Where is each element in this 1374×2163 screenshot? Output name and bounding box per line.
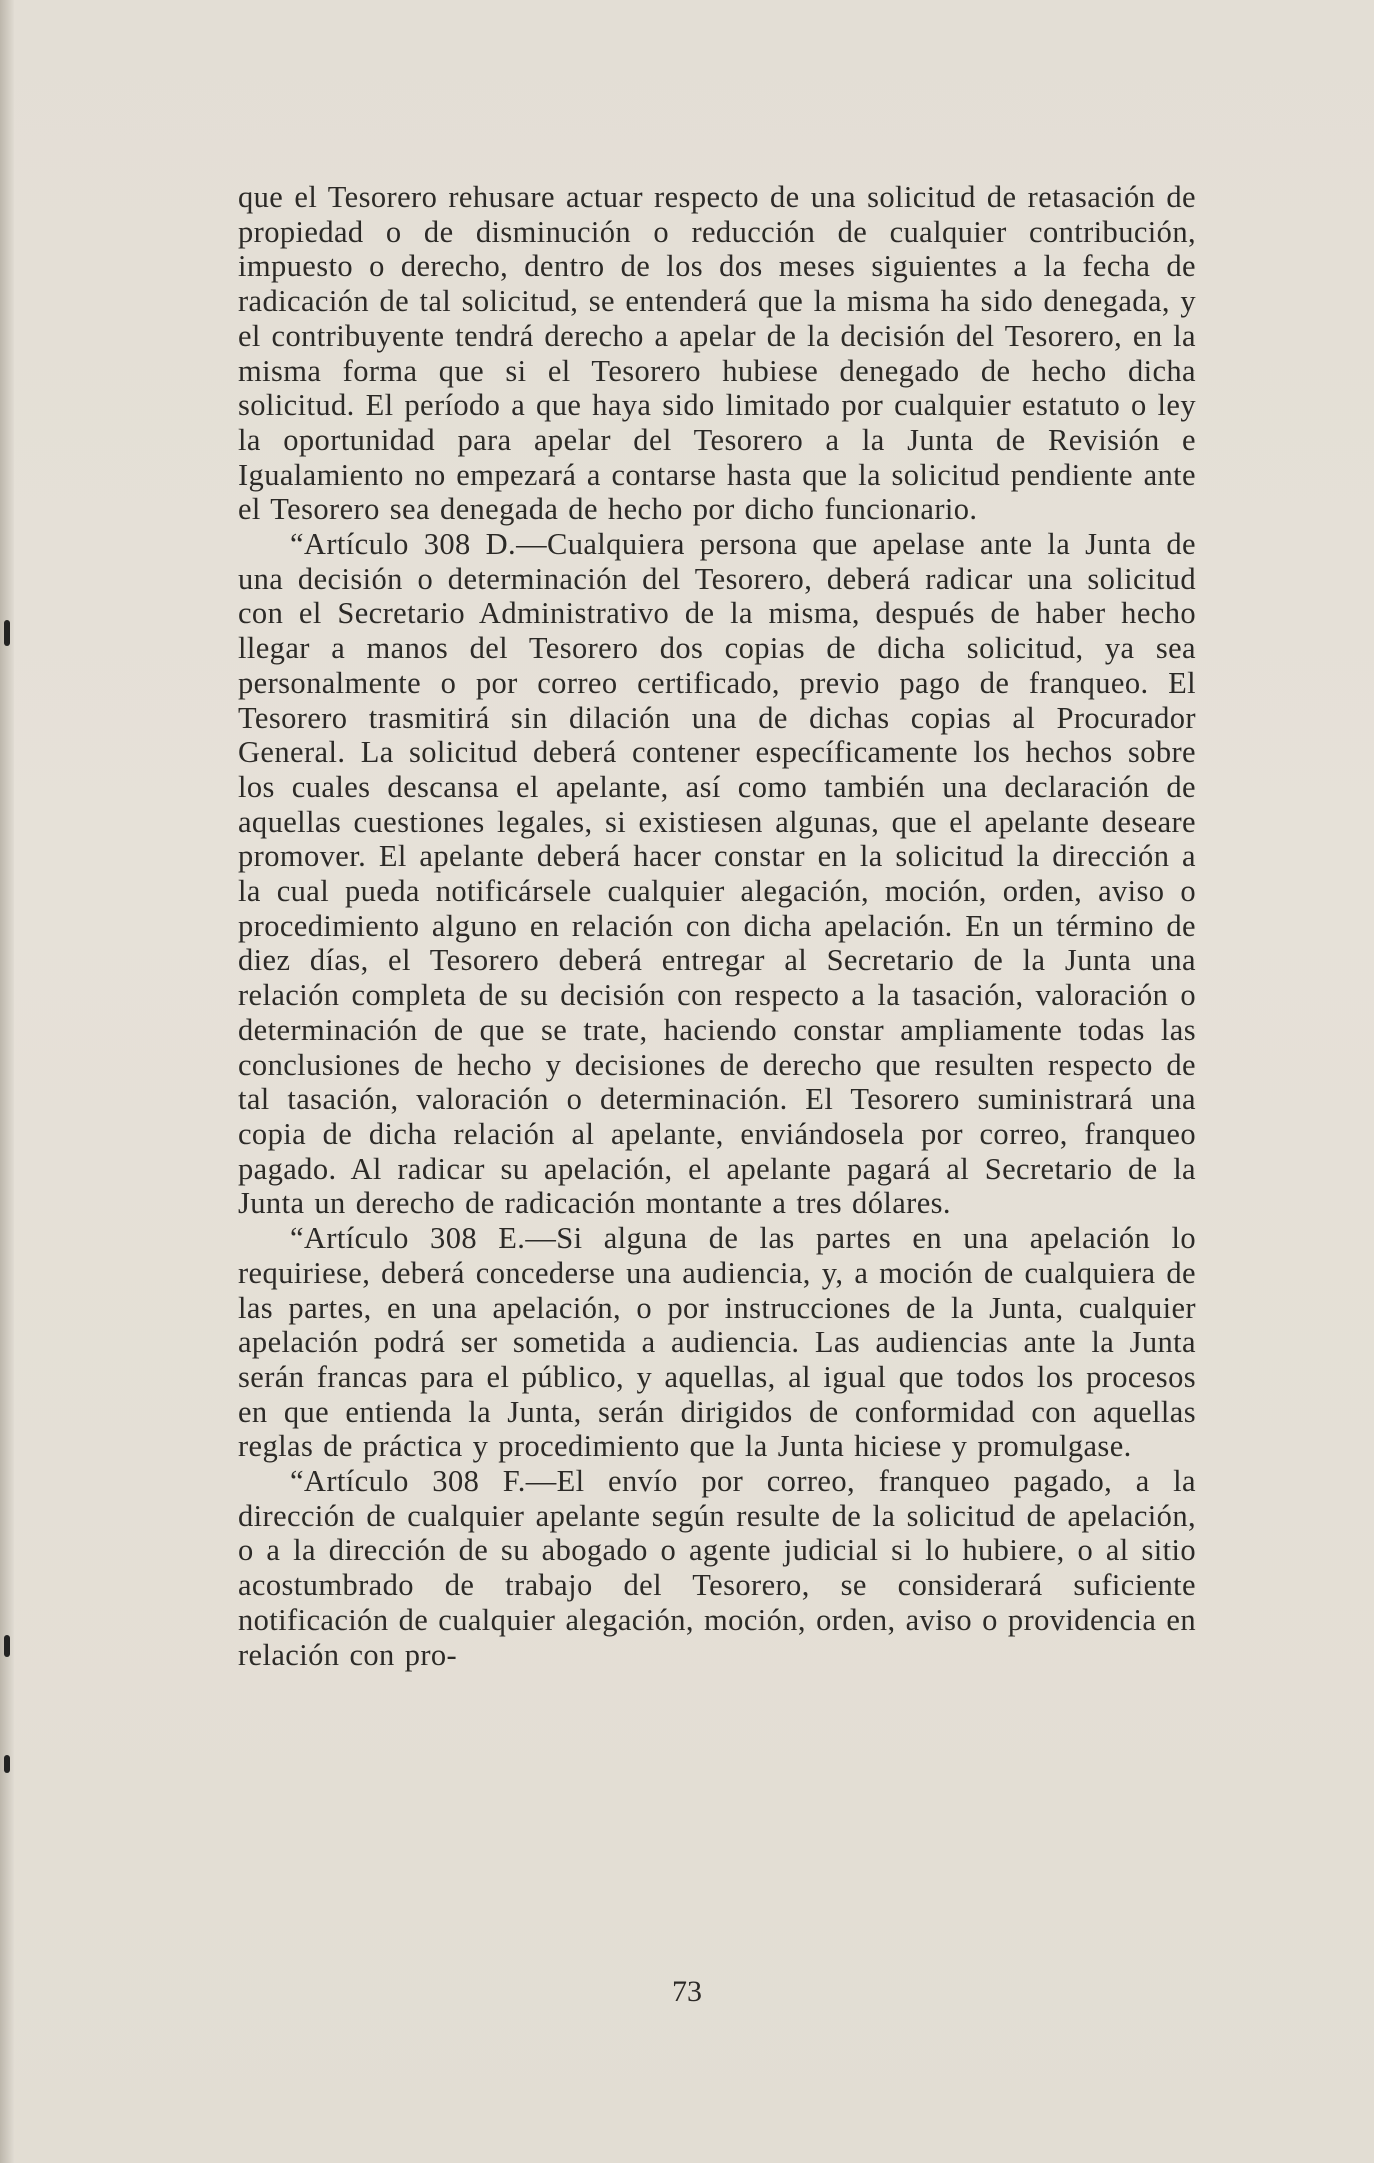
paragraph-articulo-308e: “Artículo 308 E.—Si alguna de las partes en una apelación lo requiriese, deberá concederse una audiencia, y, a moción de cualquiera de las partes, en una apelación, o por instrucciones de la Junta, cualquier apelación podrá ser sometida a audiencia. Las audiencias ante la Junta serán francas para el público, y aquellas, al igual que todos los procesos en que entienda la Junta, serán dirigidos de conformidad con aquellas reglas de práctica y procedimiento que la Junta hiciese y promulgase.	[238, 1221, 1196, 1464]
page-number: 73	[672, 1975, 702, 2008]
paragraph-articulo-308f: “Artículo 308 F.—El envío por correo, franqueo pagado, a la dirección de cualquier apelante según resulte de la solicitud de apelación, o a la dirección de su abogado o agente judicial si lo hubiere, o al sitio acostumbrado de trabajo del Tesorero, se considerará suficiente notificación de cualquier alegación, moción, orden, aviso o providencia en relación con pro-	[238, 1464, 1196, 1672]
binding-mark	[4, 620, 10, 646]
paragraph-articulo-308d: “Artículo 308 D.—Cualquiera persona que apelase ante la Junta de una decisión o determinación del Tesorero, deberá radicar una solicitud con el Secretario Administrativo de la misma, después de haber hecho llegar a manos del Tesorero dos copias de dicha solicitud, ya sea personalmente o por correo certificado, previo pago de franqueo. El Tesorero trasmitirá sin dilación una de dichas copias al Procurador General. La solicitud deberá contener específicamente los hechos sobre los cuales descansa el apelante, así como también una declaración de aquellas cuestiones legales, si existiesen algunas, que el apelante deseare promover. El apelante deberá hacer constar en la solicitud la dirección a la cual pueda notificársele cualquier alegación, moción, orden, aviso o procedimiento alguno en relación con dicha apelación. En un término de diez días, el Tesorero deberá entregar al Secretario de la Junta una relación completa de su decisión con respecto a la tasación, valoración o determinación de que se trate, haciendo constar ampliamente todas las conclusiones de hecho y decisiones de derecho que resulten respecto de tal tasación, valoración o determinación. El Tesorero suministrará una copia de dicha relación al apelante, enviándosela por correo, franqueo pagado. Al radicar su apelación, el apelante pagará al Secretario de la Junta un derecho de radicación montante a tres dólares.	[238, 527, 1196, 1221]
binding-mark	[4, 1635, 10, 1657]
body-text	[238, 180, 1196, 1672]
paragraph-continuation: que el Tesorero rehusare actuar respecto de una solicitud de retasación de propiedad o de disminución o reducción de cualquier contribución, impuesto o derecho, dentro de los dos meses siguientes a la fecha de radicación de tal solicitud, se entenderá que la misma ha sido denegada, y el contribuyente tendrá derecho a apelar de la decisión del Tesorero, en la misma forma que si el Tesorero hubiese denegado de hecho dicha solicitud. El período a que haya sido limitado por cualquier estatuto o ley la oportunidad para apelar del Tesorero a la Junta de Revisión e Igualamiento no empezará a contarse hasta que la solicitud pendiente ante el Tesorero sea denegada de hecho por dicho funcionario.	[238, 180, 1196, 527]
binding-mark	[4, 1755, 10, 1773]
